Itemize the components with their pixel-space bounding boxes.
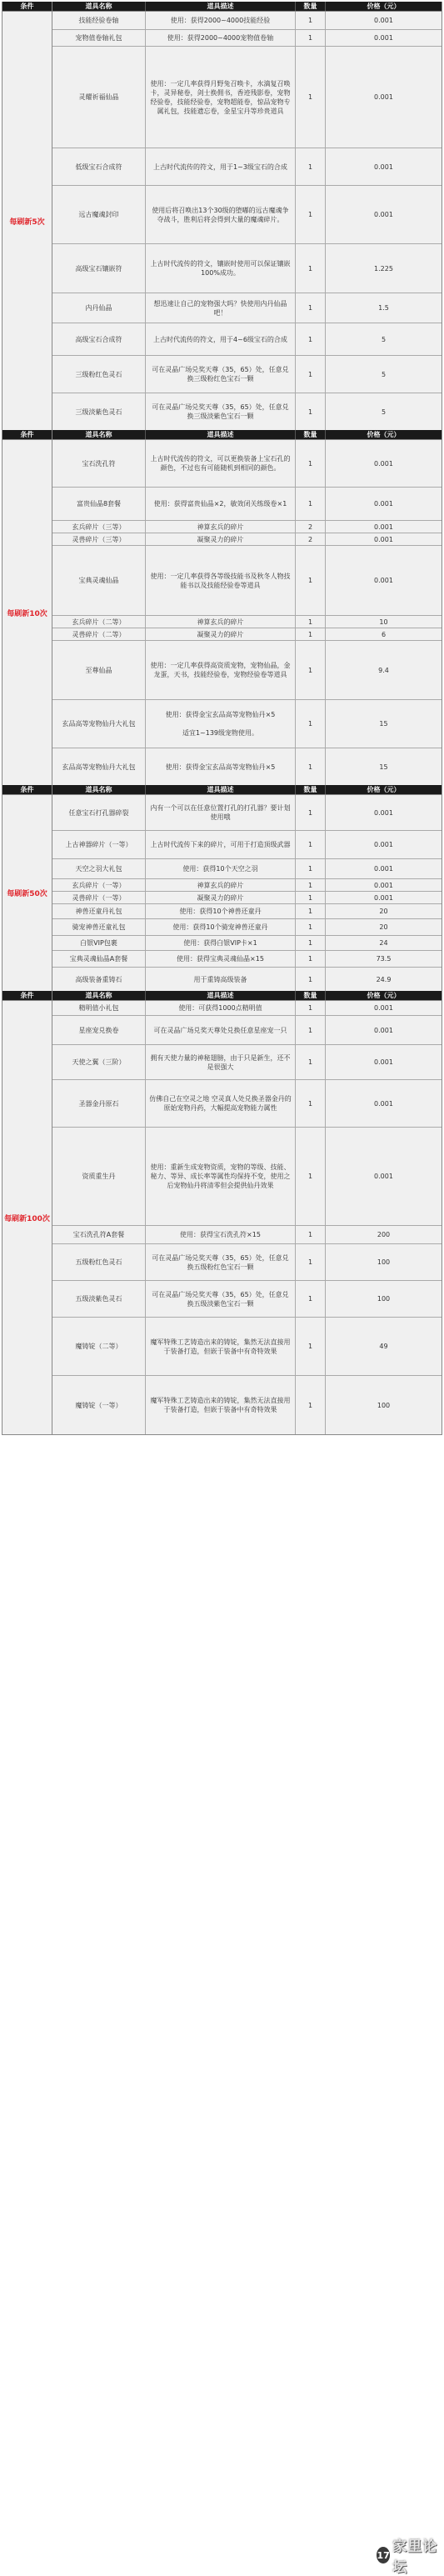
table-row [52,879,442,892]
item-name: 玄品高等宠物仙丹大礼包 [52,700,146,748]
item-desc: 神算玄兵的碎片 [146,879,296,891]
item-name: 星座宠兑换卷 [52,1016,146,1044]
column-header-qty: 数量 [296,991,326,1000]
item-desc: 使用后将召唤出13个30级的堕嘟的远古魔魂争夺战斗，胜利后将会得到大量的魔魂碎片。 [146,186,296,243]
table-row [52,641,442,700]
column-header-desc: 道具描述 [146,991,296,1000]
item-desc: 内有一个可以在任意位置打孔的打孔器？要计划使用哦 [146,795,296,830]
item-desc: 使用：获得金宝玄品高等宠物仙丹×5 [146,748,296,785]
item-desc: 用于重铸高级装备 [146,968,296,991]
item-price: 5 [381,408,387,416]
item-qty: 1 [296,700,326,748]
item-desc: 上古时代流传下来的碎片，可用于打造顶级武器 [146,831,296,858]
item-desc: 上古时代流传的符文，用于1~3级宝石的合成 [146,148,296,185]
item-price: 15 [379,720,388,728]
site-watermark [377,2538,442,2576]
condition-column [2,991,52,1434]
reward-table [2,2,442,1435]
item-price: 100 [377,1401,391,1409]
item-qty: 1 [296,748,326,785]
item-qty: 1 [296,47,326,148]
item-qty: 1 [296,546,326,615]
item-desc: 使用：获得金宝玄品高等宠物仙丹×5 适宜1~139级宠物使用。 [146,700,296,748]
item-qty: 1 [296,30,326,46]
item-name: 高级宝石合成符 [52,323,146,355]
item-qty: 1 [296,892,326,903]
item-desc: 使用：获得白银VIP卡×1 [146,936,296,950]
item-desc: 使用：获得2000~4000宠物值卷轴 [146,30,296,46]
column-header-name: 道具名称 [52,430,146,439]
item-qty: 1 [296,859,326,878]
item-name: 远古魔魂封印 [52,186,146,243]
item-price: 24.9 [376,975,392,983]
item-name: 圣器金丹原石 [52,1080,146,1127]
item-price: 20 [379,923,388,931]
item-qty: 1 [296,641,326,699]
column-header-price: 价格（元） [367,992,401,999]
item-price: 0.001 [374,459,393,468]
table-header [52,430,442,440]
item-name: 天空之羽大礼包 [52,859,146,878]
item-qty: 1 [296,628,326,640]
column-header-price: 价格（元） [367,431,401,438]
table-row [52,1281,442,1318]
table-row [52,904,442,919]
column-header-qty: 数量 [296,430,326,439]
item-qty: 1 [296,795,326,830]
item-qty: 1 [296,879,326,891]
table-row [52,12,442,30]
table-row [52,186,442,244]
item-price: 73.5 [376,955,392,963]
item-qty: 1 [296,488,326,520]
item-qty: 1 [296,616,326,628]
item-qty: 1 [296,951,326,967]
table-row [52,148,442,186]
item-qty: 1 [296,12,326,29]
item-desc: 使用：重新生成宠物资质，宠物的等级、技能、秘力、等异、成长率等属性均保持不变，使用之后宠物仙丹将清零但会提供仙丹效果 [146,1128,296,1225]
item-qty: 1 [296,1281,326,1317]
item-price: 100 [377,1258,391,1266]
table-row [52,700,442,748]
item-table [52,991,442,1434]
item-name: 灵兽碎片（一等） [52,892,146,903]
item-desc: 上古时代流传的符文，可以更换装备上宝石孔的颜色，不过也有可能随机到相同的颜色。 [146,440,296,487]
item-qty: 1 [296,356,326,393]
item-price: 0.001 [374,1058,393,1066]
item-qty: 1 [296,1001,326,1015]
item-price: 9.4 [378,666,389,674]
item-price: 100 [377,1295,391,1303]
table-row [52,628,442,641]
item-price: 0.001 [374,881,393,889]
item-name: 魔铸锭（二等） [52,1318,146,1375]
column-header-name: 道具名称 [52,991,146,1000]
item-qty: 2 [296,521,326,533]
condition-header: 条件 [2,430,52,440]
table-row [52,968,442,991]
item-name: 五级粉红色灵石 [52,1244,146,1280]
item-table [52,785,442,991]
item-name: 灵耀祈福仙晶 [52,47,146,148]
item-name: 任意宝石打孔器碎裂 [52,795,146,830]
column-header-price: 价格（元） [367,786,401,793]
item-price: 0.001 [374,93,393,101]
table-row [52,244,442,293]
item-qty: 1 [296,1226,326,1243]
item-price: 20 [379,908,388,915]
item-desc: 凝聚灵力的碎片 [146,892,296,903]
watermark-logo-icon: 17 [377,2547,390,2563]
table-row [52,1128,442,1226]
item-desc: 上古时代流传的符文，用于4~6级宝石的合成 [146,323,296,355]
item-qty: 1 [296,919,326,935]
item-desc: 拥有天使力量的神秘翅膀，由于只是新生，还不是很强大 [146,1045,296,1079]
item-name: 上古神器碎片（一等） [52,831,146,858]
item-qty: 1 [296,831,326,858]
item-qty: 1 [296,936,326,950]
table-row [52,521,442,533]
table-row [52,748,442,785]
item-name: 三级粉红色灵石 [52,356,146,393]
item-desc: 使用：获得10个骑宠神兽还童丹 [146,919,296,935]
item-desc: 可在灵晶广场兑奖天尊（35，65）处，任意兑换三级粉红色宝石一颗 [146,356,296,393]
item-name: 三级淡紫色灵石 [52,393,146,430]
item-desc: 使用：获得2000~4000技能经验 [146,12,296,29]
item-desc: 神算玄兵的碎片 [146,616,296,628]
table-row [52,47,442,148]
item-price: 10 [379,618,388,626]
item-qty: 1 [296,186,326,243]
item-price: 0.001 [374,841,393,848]
item-price: 200 [377,1231,391,1238]
item-name: 灵兽碎片（三等） [52,533,146,545]
item-qty: 1 [296,904,326,918]
column-header-qty: 数量 [296,2,326,11]
condition-header: 条件 [2,991,52,1001]
item-name: 魔铸锭（一等） [52,1376,146,1434]
table-row [52,393,442,430]
item-price: 1.225 [374,264,393,273]
table-section [2,785,442,991]
refresh-condition: 每刷新5次 [2,12,52,430]
item-name: 玄品高等宠物仙丹大礼包 [52,748,146,785]
item-desc: 可在灵晶广场兑奖天尊（35，65）处，任意兑换三级淡紫色宝石一颗 [146,393,296,430]
item-desc: 可在灵晶广场兑奖天尊处兑换任意星座宠一只 [146,1016,296,1044]
table-row [52,919,442,936]
item-qty: 1 [296,1376,326,1434]
item-price: 0.001 [374,17,393,24]
table-row [52,30,442,47]
condition-column [2,430,52,785]
item-desc: 使用：获得宝典灵魂仙晶×15 [146,951,296,967]
table-row [52,533,442,546]
condition-column [2,2,52,430]
item-price: 24 [379,939,388,947]
item-desc: 使用：获得富贵仙晶×2，敏效闭关练级卷×1 [146,488,296,520]
item-name: 灵兽碎片（二等） [52,628,146,640]
refresh-condition: 每刷新100次 [2,1001,52,1434]
table-row [52,1045,442,1080]
item-name: 富贵仙晶8套餐 [52,488,146,520]
item-price: 0.001 [374,535,393,543]
item-name: 白银VIP包裹 [52,936,146,950]
item-price: 0.001 [374,893,393,902]
item-qty: 1 [296,1128,326,1225]
item-desc: 使用：获得宝石洗孔符×15 [146,1226,296,1243]
item-name: 资质重生丹 [52,1128,146,1225]
item-table [52,2,442,430]
item-name: 五级淡紫色灵石 [52,1281,146,1317]
item-price: 49 [379,1343,388,1350]
item-name: 宠物值卷轴礼包 [52,30,146,46]
item-desc: 使用：一定几率获得月野兔召唤卡，水滴复召唤卡，灵异秘卷，剑士换佣书，香迹残影卷，宠物经验卷，技能经验卷，宠物超能卷，惊品宠物专属礼包，技能遗忘卷，金星宝丹等珍贵道具 [146,47,296,148]
item-name: 天使之翼（三阶） [52,1045,146,1079]
table-row [52,1226,442,1244]
condition-header: 条件 [2,2,52,12]
item-name: 内丹仙晶 [52,293,146,323]
item-qty: 1 [296,244,326,293]
item-name: 玄兵碎片（一等） [52,879,146,891]
item-price: 5 [381,335,387,343]
column-header-price: 价格（元） [367,3,401,10]
item-price: 0.001 [374,1026,393,1034]
item-qty: 1 [296,440,326,487]
item-qty: 1 [296,1244,326,1280]
table-row [52,616,442,628]
item-price: 0.001 [374,808,393,817]
item-desc: 可在灵晶广场兑奖天尊（35，65）处，任意兑换五级淡紫色宝石一颗 [146,1281,296,1317]
item-name: 玄兵碎片（二等） [52,616,146,628]
item-price: 1.5 [378,304,389,312]
table-row [52,1016,442,1045]
table-row [52,795,442,831]
table-row [52,892,442,904]
item-qty: 1 [296,393,326,430]
column-header-name: 道具名称 [52,785,146,794]
item-qty: 1 [296,1016,326,1044]
item-desc: 使用：可获得1000点精明值 [146,1001,296,1015]
table-row [52,1376,442,1434]
item-price: 0.001 [374,523,393,531]
item-qty: 1 [296,148,326,185]
item-desc: 使用：获得10个天空之羽 [146,859,296,878]
item-name: 宝典灵魂仙晶A套餐 [52,951,146,967]
table-row [52,1001,442,1016]
item-name: 高级宝石镶嵌符 [52,244,146,293]
watermark-text: 家里论坛 [392,2538,438,2576]
item-price: 0.001 [374,1173,393,1180]
table-header [52,2,442,12]
item-qty: 1 [296,1080,326,1127]
condition-header: 条件 [2,785,52,795]
table-row [52,951,442,968]
refresh-condition: 每刷新10次 [2,440,52,785]
item-name: 宝典灵魂仙晶 [52,546,146,615]
item-qty: 2 [296,533,326,545]
column-header-desc: 道具描述 [146,785,296,794]
item-price: 15 [379,763,388,771]
item-desc: 凝聚灵力的碎片 [146,628,296,640]
item-name: 精明值小礼包 [52,1001,146,1015]
item-desc: 魔军特殊工艺铸造出来的铸锭，集然无法直接用于装备打造，但嵌于装备中有奇特效果 [146,1318,296,1375]
table-header [52,991,442,1001]
item-name: 宝石洗孔符A套餐 [52,1226,146,1243]
item-desc: 神算玄兵的碎片 [146,521,296,533]
item-qty: 1 [296,968,326,991]
table-row [52,1244,442,1281]
table-row [52,356,442,393]
item-name: 宝石洗孔符 [52,440,146,487]
item-price: 5 [381,370,387,378]
table-row [52,1318,442,1376]
item-qty: 1 [296,293,326,323]
item-price: 0.001 [374,34,393,42]
table-row [52,546,442,616]
table-section [2,2,442,430]
item-desc: 仿佛自己在空灵之地 空灵真人处兑换圣器金丹的原始宠物丹药，大幅提高宠物能力属性 [146,1080,296,1127]
item-name: 神兽还童丹礼包 [52,904,146,918]
item-price: 0.001 [374,211,393,218]
column-header-name: 道具名称 [52,2,146,11]
item-desc: 使用：一定几率获得各等级技能书及秋冬人物技能书以及技能经验卷等道具 [146,546,296,615]
table-row [52,859,442,879]
condition-column [2,785,52,991]
item-price: 0.001 [374,577,393,584]
item-table [52,430,442,785]
table-header [52,785,442,795]
table-row [52,488,442,521]
item-name: 骑宠神兽还童礼包 [52,919,146,935]
item-qty: 1 [296,1045,326,1079]
item-desc: 魔军特殊工艺铸造出来的铸锭，集然无法直接用于装备打造，但嵌于装备中有奇特效果 [146,1376,296,1434]
item-name: 至尊仙晶 [52,641,146,699]
item-price: 0.001 [374,865,393,873]
table-section [2,991,442,1435]
item-price: 6 [381,630,387,638]
item-name: 技能经验卷轴 [52,12,146,29]
item-price: 0.001 [374,1004,393,1012]
item-price: 0.001 [374,500,393,508]
table-row [52,1080,442,1128]
item-desc: 使用：一定几率获得高资质宠物，宠物仙晶，金龙蛋，天书，技能经验卷，宠物经验卷等道具 [146,641,296,699]
table-row [52,440,442,488]
item-desc: 想迅速让自己的宠物强大吗？快使用内丹仙晶吧！ [146,293,296,323]
item-desc: 凝聚灵力的碎片 [146,533,296,545]
refresh-condition: 每刷新50次 [2,795,52,991]
item-desc: 上古时代流传的符文，镶嵌时使用可以保证镶嵌100%成功。 [146,244,296,293]
table-row [52,323,442,356]
item-price: 0.001 [374,163,393,171]
item-qty: 1 [296,1318,326,1375]
item-name: 玄兵碎片（三等） [52,521,146,533]
column-header-desc: 道具描述 [146,430,296,439]
table-row [52,831,442,859]
table-section [2,430,442,785]
column-header-desc: 道具描述 [146,2,296,11]
table-row [52,293,442,323]
table-row [52,936,442,951]
item-price: 0.001 [374,1099,393,1108]
item-desc: 使用：获得10个神兽还童丹 [146,904,296,918]
item-name: 低级宝石合成符 [52,148,146,185]
column-header-qty: 数量 [296,785,326,794]
item-qty: 1 [296,323,326,355]
item-desc: 可在灵晶广场兑奖天尊（35，65）处，任意兑换五级粉红色宝石一颗 [146,1244,296,1280]
item-name: 高级装备重铸石 [52,968,146,991]
